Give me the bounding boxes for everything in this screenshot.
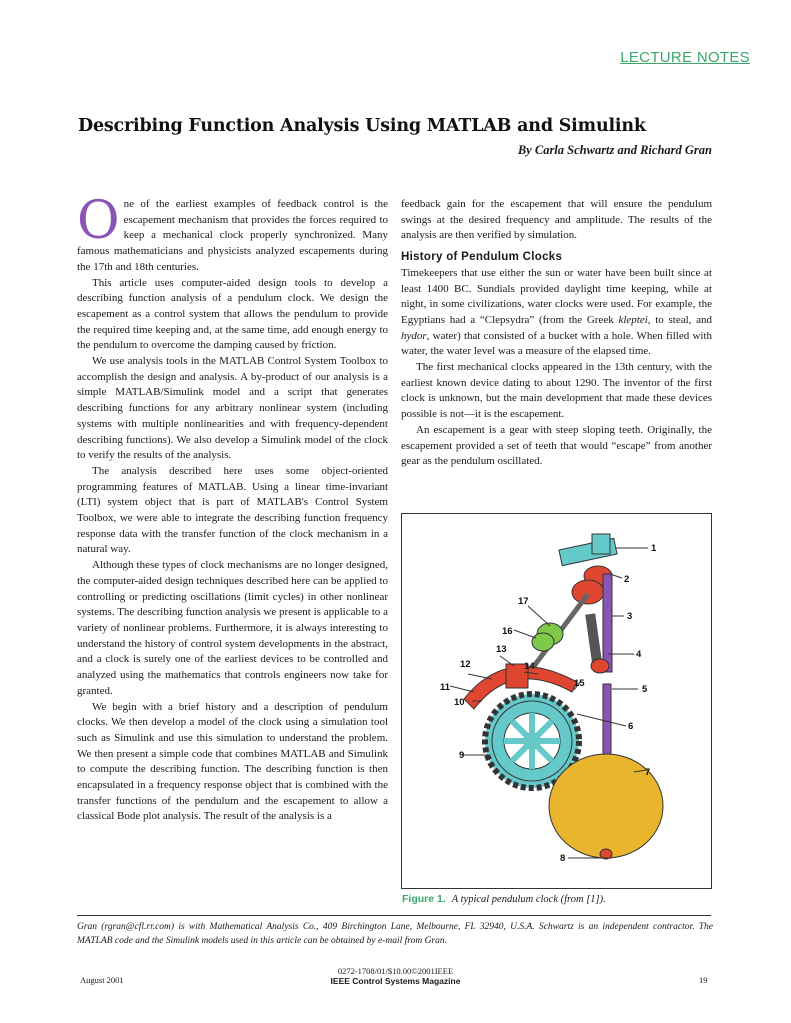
callout-4: 4 [636, 649, 642, 660]
callout-11: 11 [440, 682, 451, 693]
footer-date: August 2001 [80, 975, 124, 985]
paragraph: An escapement is a gear with steep sloping teeth. Originally, the escapement provided a set of teeth that would “escape” from another gear as the pendulum oscillated. [401, 423, 712, 468]
article-title: Describing Function Analysis Using MATLAB and Simulink [78, 116, 646, 136]
paragraph: This article uses computer-aided design tools to develop a describing function analysis of a pendulum clock. We design the escapement as a control system that allows the pendulum to provide the required time keeping and, at the same time, add enough energy to the pendulum to overcome the damping caused by friction. [77, 276, 388, 352]
callout-1: 1 [651, 543, 657, 554]
paragraph-continued: feedback gain for the escapement that will ensure the pendulum swings at the desired frequency and amplitude. The results of the analysis are then verified by simulation. [401, 198, 712, 242]
figure-caption: Figure 1. A typical pendulum clock (from [1]). [402, 893, 606, 905]
figure-label: Figure 1. [402, 893, 446, 905]
paragraph: The first mechanical clocks appeared in the 13th century, with the earliest known device dating to about 1290. The inventor of the first clock is unknown, but the main development that made these devices possible is not—it is the escapement. [401, 361, 712, 421]
callout-10: 10 [454, 697, 465, 708]
section-label: LECTURE NOTES [620, 49, 750, 66]
callout-2: 2 [624, 574, 630, 585]
paragraph: We begin with a brief history and a description of pendulum clocks. We then develop a model of the clock using a simulation tool such as Simulink and use this simulation to understand the problem. We then present a simple code that combines MATLAB and Simulink to compute the describing function. The describing function is then encapsulated in a frequency response object that is combined with the transfer functions of the pendulum and the escapement to allow a classical Bode plot analysis. The result of the analysis is a [77, 700, 388, 823]
section-heading: History of Pendulum Clocks [401, 251, 563, 264]
paragraph: We use analysis tools in the MATLAB Control System Toolbox to accomplish the design and analysis. A by-product of our analysis is a simple MATLAB/Simulink model and a script that generates describing functions for any arbitrary nonlinear system (including systems with multiple nonlinearities and with frequency-dependent describing functions). We also develop a Simulink model of the clock to verify the results of the analysis. [77, 355, 388, 462]
right-column [401, 197, 712, 470]
callout-16: 16 [502, 626, 513, 637]
footer-issn: 0272-1708/01/$10.00©2001IEEE [337, 966, 454, 976]
paragraph-intro: One of the earliest examples of feedback control is the escapement mechanism that provides the forces required to keep a mechanical clock properly synchronized. Many famous mathematicians and physicists analyzed escapements during the 17th and 18th centuries. [77, 191, 388, 273]
article-authors: By Carla Schwartz and Richard Gran [517, 143, 712, 157]
callout-6: 6 [628, 721, 634, 732]
footer-magazine: IEEE Control Systems Magazine [330, 976, 461, 986]
callout-15: 15 [574, 678, 585, 689]
callout-14: 14 [524, 661, 535, 672]
footer-center [0, 966, 791, 986]
divider [77, 915, 711, 916]
paragraph: Timekeepers that use either the sun or water have been built since at least 1400 BC. Sundials provided daylight time keeping, while at night, in some civilizations, water clocks were used. For example, the Egyptians had a “Clepsydra” (from the Greek kleptei, to steal, and hydor, water) that consisted of a bucket with a hole. When filled with water, the water level was a measure of the elapsed time. [401, 266, 712, 358]
callout-8: 8 [560, 853, 566, 864]
footer-page-number: 19 [699, 975, 708, 985]
figure-pendulum-clock [401, 513, 712, 889]
callout-7: 7 [645, 767, 651, 778]
callout-5: 5 [642, 684, 648, 695]
callout-3: 3 [627, 611, 633, 622]
callout-9: 9 [459, 750, 465, 761]
paragraph: Although these types of clock mechanisms are no longer designed, the computer-aided design techniques described here can be applied to controlling or predicting oscillations (limit cycles) in other nonlinear systems. The describing function analysis we present is applicable to a variety of nonlinear problems. Furthermore, it is always interesting to understand the history of control system developments in the abstract, and a clock is surely one of the earliest devices to be controlled and analyzed using the mathematics that controls engineers now take for granted. [77, 559, 388, 697]
left-column [77, 191, 388, 825]
paragraph: The analysis described here uses some object-oriented programming features of MATLAB. Using a linear time-invariant (LTI) system object that is part of MATLAB's Control System Toolbox, we were able to integrate the describing function frequency response data with the transfer function of the clock mechanism in a natural way. [77, 464, 388, 556]
callout-13: 13 [496, 644, 507, 655]
drop-cap: O [77, 191, 120, 251]
pendulum-clock-illustration [402, 514, 711, 888]
callout-12: 12 [460, 659, 471, 670]
author-footnote: Gran (rgran@cfl.rr.com) is with Mathematical Analysis Co., 409 Birchington Lane, Melbourne, FL 32940, U.S.A. Schwartz is an independent contractor. The MATLAB code and the Simulink models used in this article can be obtained by e-mail from Gran. [77, 922, 713, 946]
callout-17: 17 [518, 596, 529, 607]
